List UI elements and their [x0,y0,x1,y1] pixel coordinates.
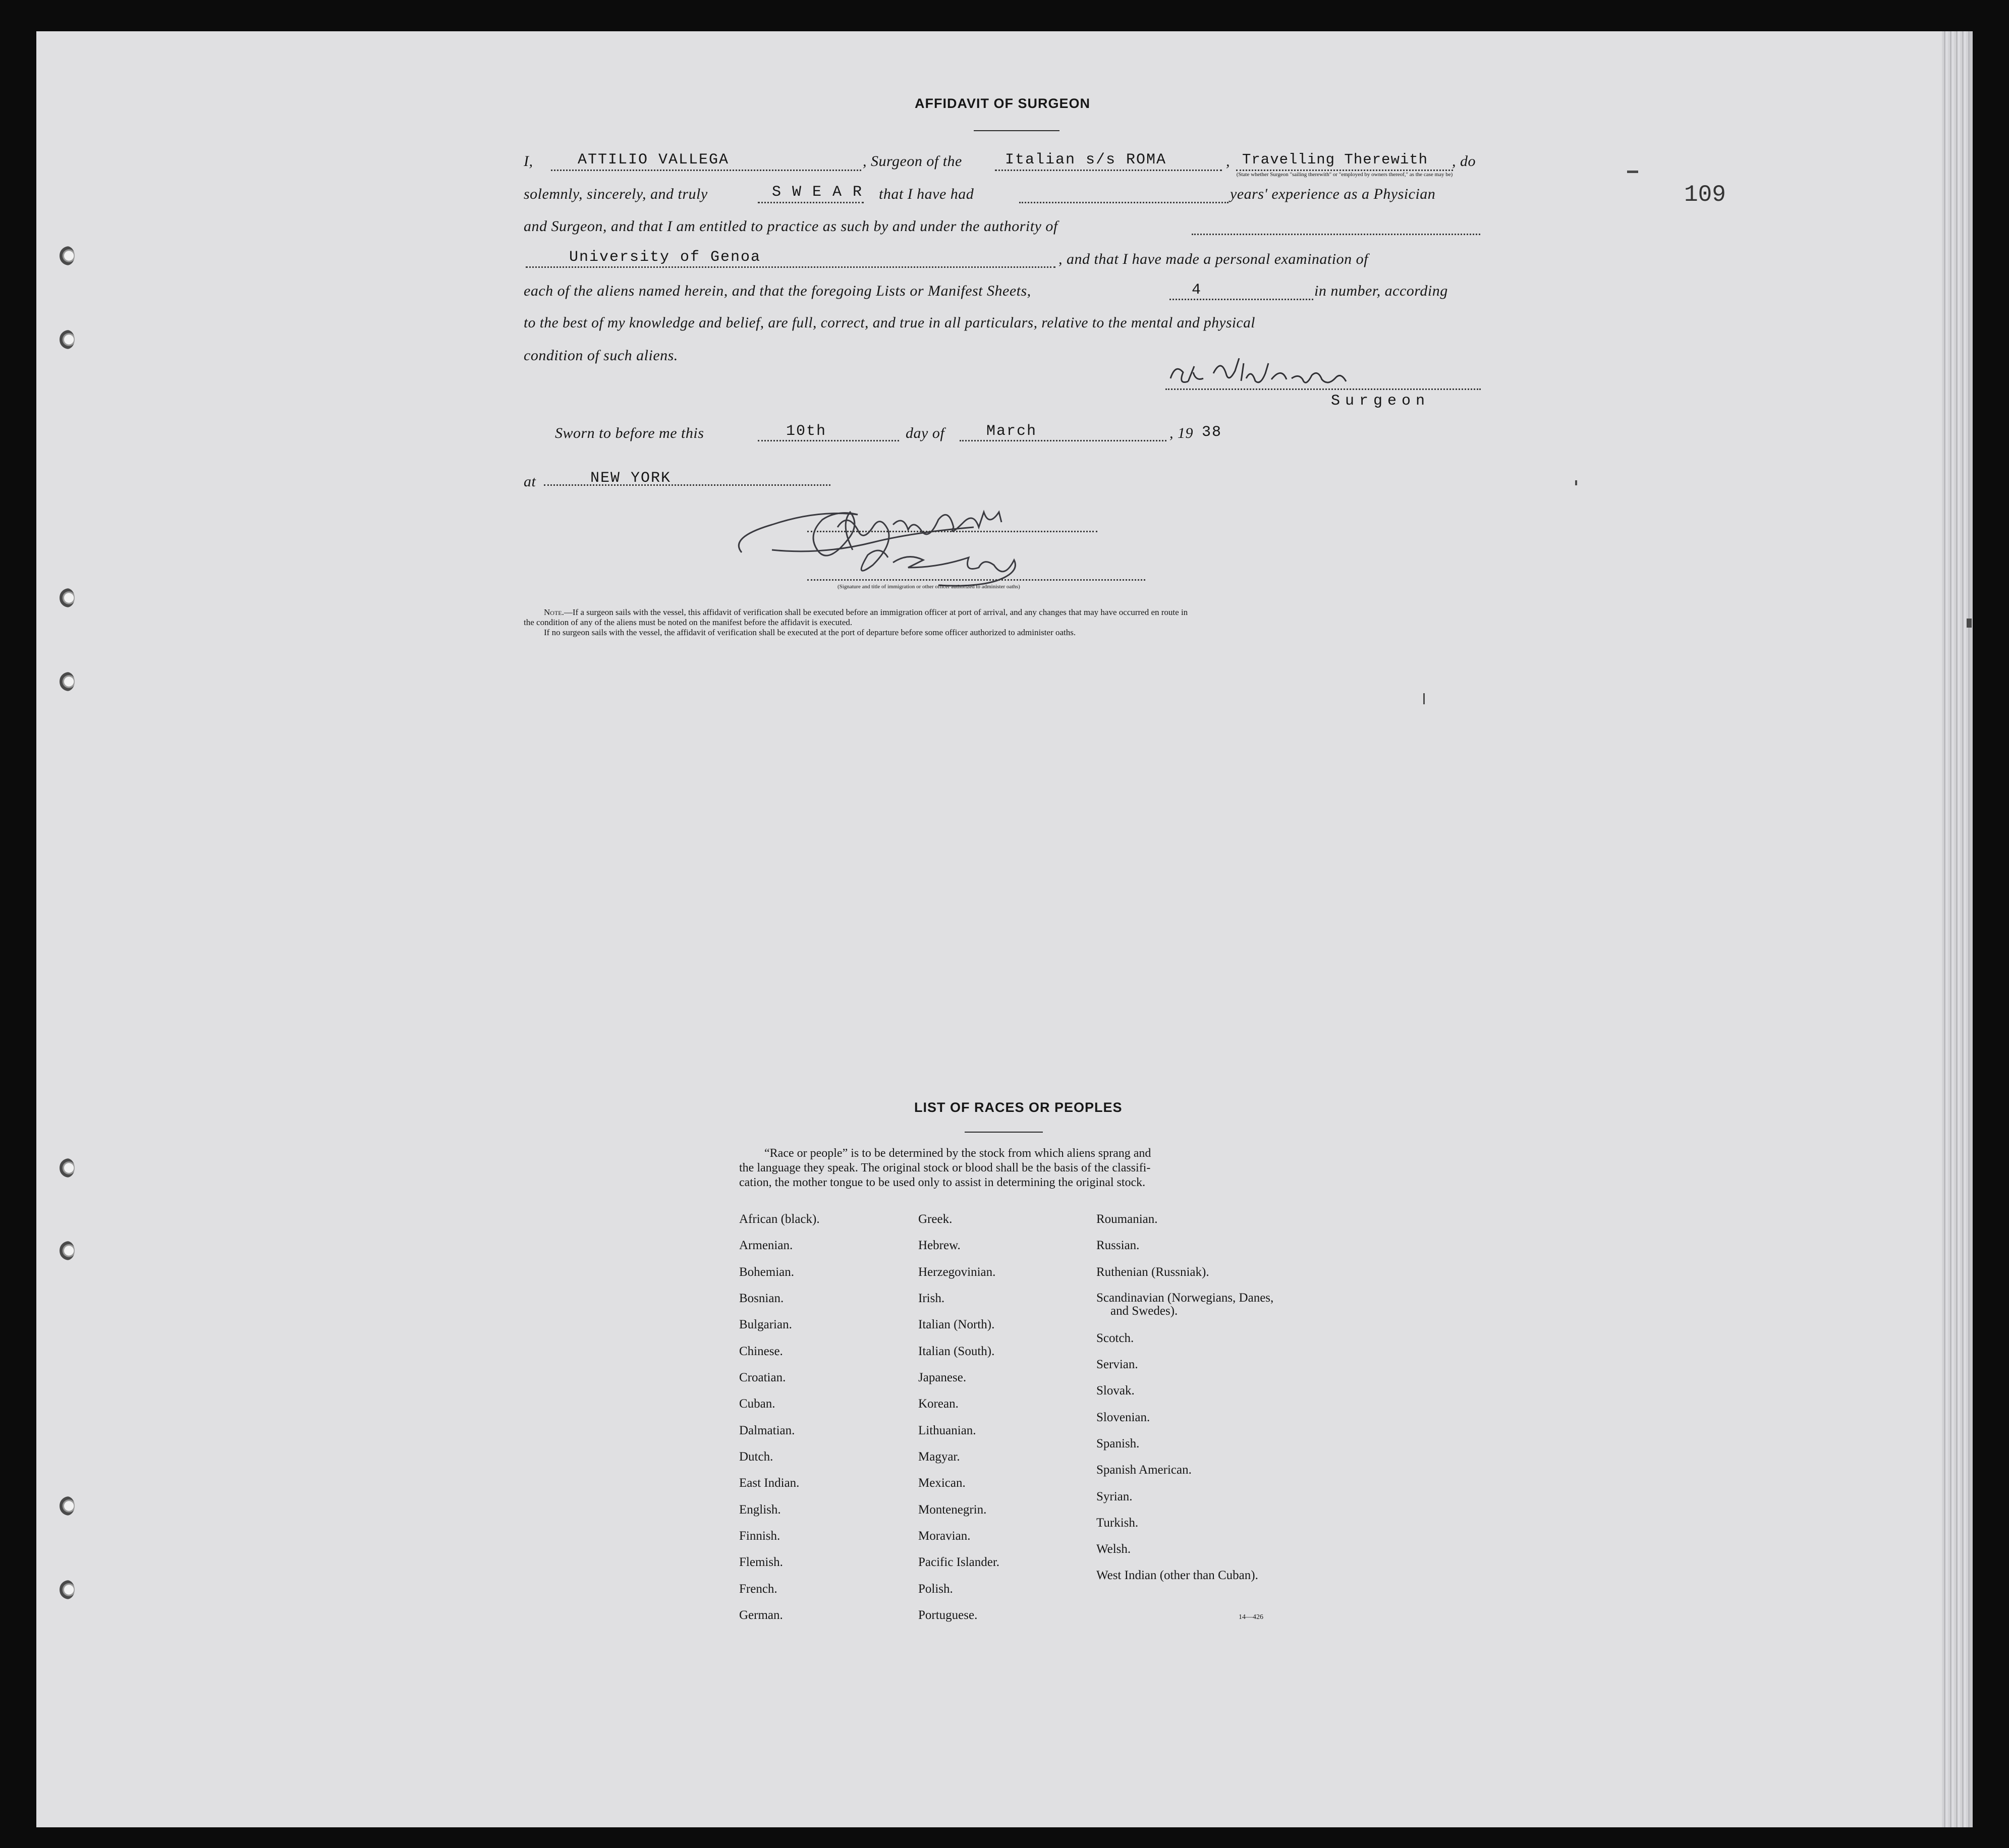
officer-signature-line [807,531,1097,532]
race-item: Russian. [1096,1239,1140,1252]
race-item: Montenegrin. [918,1503,987,1517]
officer-title-line [807,579,1145,581]
race-item: German. [739,1608,783,1622]
binder-hole [60,1580,75,1599]
vessel-name: Italian s/s ROMA [1005,151,1167,169]
stray-mark [1423,693,1425,704]
races-title: LIST OF RACES OR PEOPLES [914,1100,1123,1115]
race-item: Italian (North). [918,1318,995,1331]
word-comma: , [1226,153,1230,170]
race-item: Dalmatian. [739,1424,795,1437]
word-19: , 19 [1169,425,1193,441]
binder-hole [60,1496,75,1516]
races-intro [739,1146,1289,1190]
stray-mark [1627,171,1638,173]
note-line-2: the condition of any of the aliens must be noted on the manifest before the affidavit is executed. [524,618,853,627]
vessel-line [995,170,1222,171]
races-intro-line-3: cation, the mother tongue to be used only to assist in determining the original stock. [739,1176,1146,1189]
race-item: Croatian. [739,1371,786,1384]
race-item: Pacific Islander. [918,1555,1000,1569]
race-item: Irish. [918,1292,945,1305]
race-item: Portuguese. [918,1608,978,1622]
race-item: Spanish American. [1096,1463,1192,1477]
swear-line [758,202,864,203]
race-item: Welsh. [1096,1542,1131,1556]
authority-line-b [526,266,1055,268]
word-at: at [524,473,536,490]
race-item: West Indian (other than Cuban). [1096,1569,1258,1582]
race-item: Slovenian. [1096,1411,1150,1424]
binder-hole [60,1241,75,1260]
word-in-number: in number, according [1314,283,1448,299]
page-edge [1942,31,1970,1827]
title-rule [974,130,1059,131]
word-i: I, [524,153,533,170]
note-block [524,607,1188,638]
surgeon-label: Surgeon [1331,393,1430,410]
note-line-1: —If a surgeon sails with the vessel, this affidavit of verification shall be executed before an immigration officer at port of arrival, and any changes that may have occurred en route in [564,607,1188,617]
race-item: Magyar. [918,1450,960,1464]
word-solemnly: solemnly, sincerely, and truly [524,186,708,202]
years-line [1019,202,1229,203]
authority-line-a [1192,234,1480,235]
races-intro-line-2: the language they speak. The original stock or blood shall be the basis of the classifi- [739,1161,1151,1174]
race-item: Syrian. [1096,1490,1133,1503]
race-item: Armenian. [739,1239,793,1252]
race-item: Greek. [918,1212,953,1226]
swear-word: S W E A R [772,184,863,201]
month-line [960,440,1166,441]
word-surgeon-of: , Surgeon of the [863,153,962,170]
word-sworn: Sworn to before me this [555,425,704,441]
note-label: Note. [544,607,564,617]
surgeon-status: Travelling Therewith [1242,151,1428,168]
race-item: Polish. [918,1582,953,1596]
word-do: , do [1452,153,1476,170]
surgeon-signature-text [1168,362,1305,381]
sheet-count: 4 [1192,282,1202,299]
status-note: (State whether Surgeon "sailing therewith" or "employed by owners thereof," as the case may be) [1236,172,1453,178]
race-item: Bosnian. [739,1292,784,1305]
place-line [544,484,830,486]
binder-hole [60,588,75,607]
race-item: Spanish. [1096,1437,1140,1450]
place-value: NEW YORK [590,470,672,487]
word-years: years' experience as a Physician [1230,186,1436,202]
race-item: Lithuanian. [918,1424,976,1437]
page-number: 109 [1684,182,1726,208]
word-that-i-have-had: that I have had [879,186,974,202]
officer-caption: (Signature and title of immigration or other officer authorized to administer oaths) [838,584,1020,590]
stray-mark [1967,619,1972,628]
word-each: each of the aliens named herein, and that the foregoing Lists or Manifest Sheets, [524,283,1031,299]
race-item: Cuban. [739,1397,775,1411]
race-item: Dutch. [739,1450,773,1464]
affidavit-title: AFFIDAVIT OF SURGEON [915,96,1090,111]
binder-hole [60,330,75,349]
race-item: Servian. [1096,1358,1138,1371]
race-item: Scotch. [1096,1331,1134,1345]
race-item: Korean. [918,1397,959,1411]
race-item: Bulgarian. [739,1318,792,1331]
note-line-3: If no surgeon sails with the vessel, the affidavit of verification shall be executed at the port of departure before some officer authorized to administer oaths. [544,628,1076,637]
race-item: East Indian. [739,1476,800,1490]
race-item: English. [739,1503,781,1517]
day-line [758,440,899,441]
word-best: to the best of my knowledge and belief, are full, correct, and true in all particulars, relative to the mental and physical [524,315,1255,331]
word-and-surgeon: and Surgeon, and that I am entitled to practice as such by and under the authority of [524,218,1058,235]
race-item: Italian (South). [918,1345,995,1358]
word-day-of: day of [906,425,945,441]
race-item: African (black). [739,1212,820,1226]
race-item: Slovak. [1096,1384,1135,1397]
race-item: Mexican. [918,1476,966,1490]
race-item: Finnish. [739,1529,780,1543]
binder-hole [60,246,75,265]
stray-mark [1575,480,1577,485]
form-code: 14—426 [1239,1613,1263,1621]
races-intro-line-1: “Race or people” is to be determined by the stock from which aliens sprang and [764,1147,1151,1160]
race-item: Hebrew. [918,1239,961,1252]
surgeon-name: ATTILIO VALLEGA [578,151,730,169]
document-page [36,31,1973,1827]
race-item: Japanese. [918,1371,967,1384]
month-value: March [986,423,1037,440]
sheet-count-line [1169,299,1313,300]
race-item: French. [739,1582,777,1596]
race-item: Scandinavian (Norwegians, Danes, and Swedes). [1096,1291,1274,1318]
race-item: Flemish. [739,1555,783,1569]
race-item: Turkish. [1096,1516,1139,1530]
officer-title-text [903,557,929,575]
year-value: 38 [1202,424,1222,441]
race-item: Herzegovinian. [918,1265,996,1279]
word-personal: , and that I have made a personal examination of [1058,251,1368,267]
surgeon-signature-line [1165,388,1481,390]
binder-hole [60,672,75,691]
day-value: 10th [786,423,827,440]
officer-signature-text [807,510,920,527]
race-item: Bohemian. [739,1265,795,1279]
race-item: Chinese. [739,1345,783,1358]
status-line [1236,170,1453,171]
surgeon-name-line [551,170,861,171]
race-item: Moravian. [918,1529,971,1543]
authority-name: University of Genoa [569,249,761,266]
word-condition: condition of such aliens. [524,347,678,364]
races-title-rule [965,1132,1043,1133]
race-item: Roumanian. [1096,1212,1158,1226]
race-item: Ruthenian (Russniak). [1096,1265,1209,1279]
binder-hole [60,1158,75,1178]
